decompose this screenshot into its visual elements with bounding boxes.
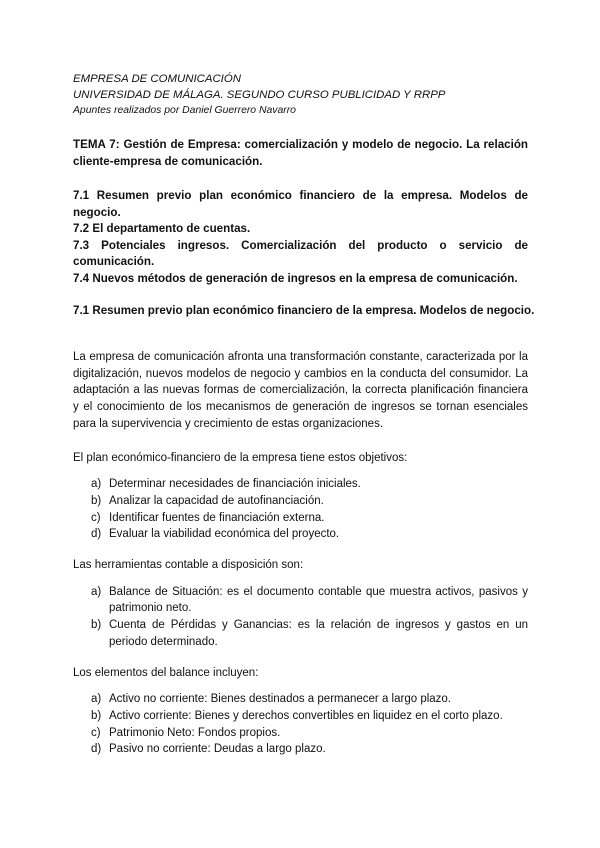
toc-item: 7.1 Resumen previo plan económico financiero de la empresa. Modelos de negocio. — [73, 189, 528, 219]
list-item-text: Patrimonio Neto: Fondos propios. — [109, 726, 281, 739]
list-item-text: Evaluar la viabilidad económica del proyecto. — [109, 528, 340, 541]
intro-paragraph: La empresa de comunicación afronta una transformación constante, caracterizada por la digitalización, nuevos modelos de negocio y cambios en la conducta del consumidor. La adaptación a las nuevas formas de comercialización, la correcta planificación financiera y el conocimiento de los mecanismos de generación de ingresos se tornan esenciales para la supervivencia y crecimiento de estas organizaciones. — [73, 351, 528, 430]
list-item — [73, 708, 528, 725]
objectives-list — [73, 476, 528, 543]
list-item — [73, 526, 528, 543]
list-item — [73, 476, 528, 493]
list-item-text: Activo corriente: Bienes y derechos convertibles en liquidez en el corto plazo. — [109, 709, 503, 722]
list-item — [73, 510, 528, 527]
list-marker: d) — [91, 743, 102, 756]
list-item-text: Analizar la capacidad de autofinanciación. — [109, 494, 324, 507]
list-item — [73, 741, 528, 758]
section-heading: 7.1 Resumen previo plan económico financiero de la empresa. Modelos de negocio. — [73, 304, 535, 317]
list-item — [73, 617, 528, 650]
list-item-text: Cuenta de Pérdidas y Ganancias: es la relación de ingresos y gastos en un periodo determinado. — [109, 619, 528, 648]
balance-intro: Los elementos del balance incluyen: — [73, 666, 259, 679]
list-item — [73, 725, 528, 742]
tools-list — [73, 584, 528, 651]
list-item-text: Balance de Situación: es el documento contable que muestra activos, pasivos y patrimonio neto. — [109, 585, 528, 615]
table-of-contents — [73, 188, 528, 287]
list-marker: b) — [91, 619, 102, 632]
header-author: Apuntes realizados por Daniel Guerrero Navarro — [73, 105, 296, 116]
list-item-text: Activo no corriente: Bienes destinados a permanecer a largo plazo. — [109, 693, 452, 706]
list-marker: b) — [91, 494, 102, 507]
list-item — [73, 584, 528, 617]
list-item-text: Determinar necesidades de financiación iniciales. — [109, 478, 361, 491]
balance-list — [73, 691, 528, 758]
objectives-intro: El plan económico-financiero de la empresa tiene estos objetivos: — [73, 451, 408, 464]
list-item-text: Identificar fuentes de financiación externa. — [109, 511, 325, 524]
toc-item: 7.3 Potenciales ingresos. Comercialización del producto o servicio de comunicación. — [73, 238, 528, 268]
header-university: UNIVERSIDAD DE MÁLAGA. SEGUNDO CURSO PUBLICIDAD Y RRPP — [73, 89, 446, 101]
list-marker: a) — [91, 693, 102, 706]
list-item-text: Pasivo no corriente: Deudas a largo plazo. — [109, 743, 326, 756]
topic-title: TEMA 7: Gestión de Empresa: comercialización y modelo de negocio. La relación cliente-empresa de comunicación. — [73, 138, 528, 168]
header-course-title: EMPRESA DE COMUNICACIÓN — [73, 73, 241, 85]
list-marker: a) — [91, 585, 102, 598]
toc-item: 7.4 Nuevos métodos de generación de ingresos en la empresa de comunicación. — [73, 271, 518, 285]
list-item — [73, 691, 528, 708]
list-item — [73, 493, 528, 510]
document-header — [73, 71, 445, 119]
list-marker: b) — [91, 709, 102, 722]
toc-item: 7.2 El departamento de cuentas. — [73, 222, 251, 235]
tools-intro: Las herramientas contable a disposición son: — [73, 559, 304, 572]
list-marker: c) — [91, 511, 101, 524]
list-marker: a) — [91, 478, 102, 491]
document-body — [73, 349, 528, 758]
list-marker: d) — [91, 528, 102, 541]
list-marker: c) — [91, 726, 101, 739]
